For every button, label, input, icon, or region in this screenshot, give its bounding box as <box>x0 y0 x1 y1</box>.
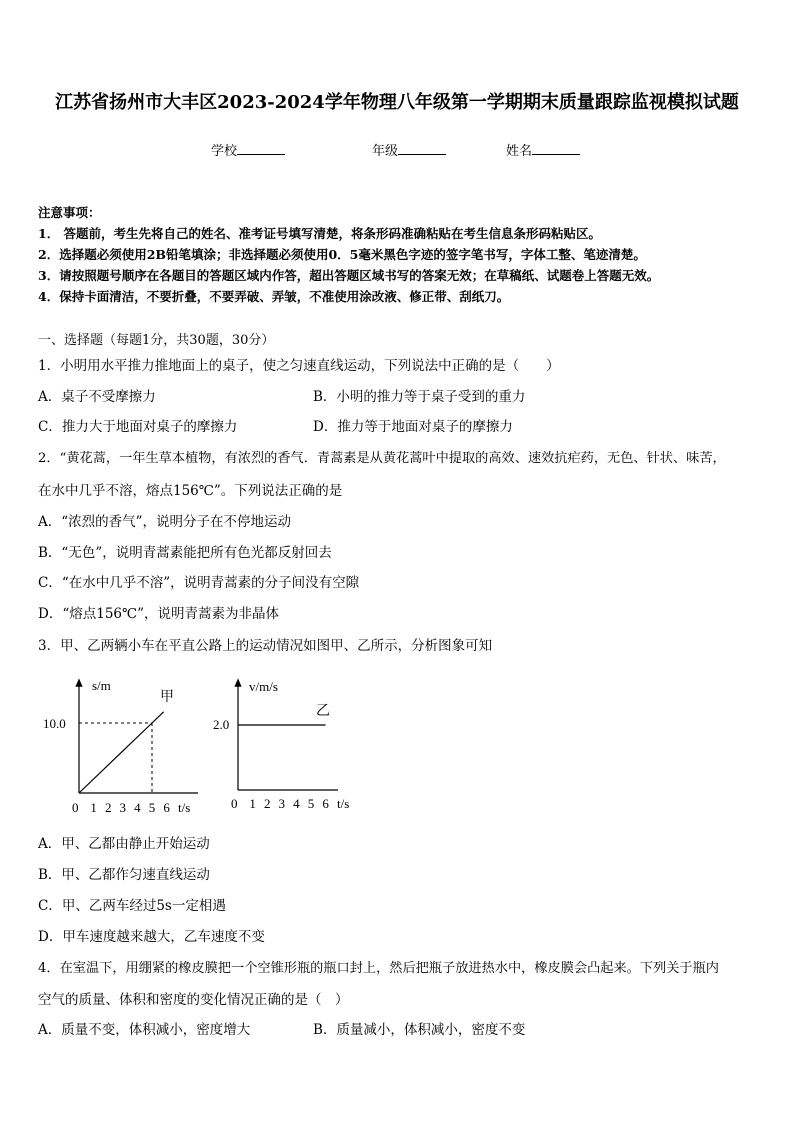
series-jia-label: 甲 <box>160 690 174 705</box>
x-tick-label: 1 <box>90 800 97 815</box>
note-item: 3．请按照题号顺序在各题目的答题区域内作答，超出答题区域书写的答案无效；在草稿纸、试题卷上答题无效。 <box>38 268 660 283</box>
question-4-option-a: A．质量不变，体积减小，密度增大 <box>38 1022 251 1038</box>
x-tick-label: 5 <box>148 800 156 815</box>
grade-blank <box>398 142 446 155</box>
school-label: 学校 <box>211 144 238 159</box>
x-tick-label: 6 <box>322 796 329 811</box>
x-tick-label: 4 <box>134 800 141 815</box>
x-tick-label: 6 <box>163 800 170 815</box>
x-axis-label: t/s <box>337 796 350 811</box>
x-tick-label: 1 <box>249 796 256 811</box>
x-tick-label: 5 <box>307 796 315 811</box>
series-yi-label: 乙 <box>316 704 330 719</box>
question-4-stem-line-2: 空气的质量、体积和密度的变化情况正确的是（ ） <box>38 992 349 1008</box>
y-tick-label: 10.0 <box>43 716 66 731</box>
question-1-stem: 1．小明用水平推力推地面上的桌子，使之匀速直线运动，下列说法中正确的是（ ） <box>38 358 560 374</box>
chart-jia-s-t-graph <box>30 670 210 820</box>
question-4-option-b: B．质量减小，体积减小，密度不变 <box>313 1022 526 1038</box>
y-axis-label: s/m <box>92 678 111 693</box>
question-2-option-c: C．“在水中几乎不溶”，说明青蒿素的分子间没有空隙 <box>38 575 360 591</box>
question-2-option-a: A．“浓烈的香气”，说明分子在不停地运动 <box>38 514 292 530</box>
note-item: 1． 答题前，考生先将自己的姓名、准考证号填写清楚，将条形码准确粘贴在考生信息条形码粘贴区。 <box>38 226 602 241</box>
name-label: 姓名 <box>506 144 533 159</box>
question-3-option-d: D．甲车速度越来越大，乙车速度不变 <box>38 929 265 945</box>
question-1-option-c: C．推力大于地面对桌子的摩擦力 <box>38 419 238 435</box>
note-item: 2．选择题必须使用2B铅笔填涂；非选择题必须使用0．5毫米黑色字迹的签字笔书写，字体工整、笔迹清楚。 <box>38 247 646 262</box>
x-tick-label: 3 <box>278 796 286 811</box>
chart-yi-v-t-graph <box>205 670 365 820</box>
question-2-stem-line-1: 2．“黄花蒿，一年生草本植物，有浓烈的香气．青蒿素是从黄花蒿叶中提取的高效、速效抗疟药，无色、针状、味苦， <box>38 451 726 466</box>
page-title: 江苏省扬州市大丰区2023-2024学年物理八年级第一学期期末质量跟踪监视模拟试题 <box>55 92 739 113</box>
question-1-option-a: A．桌子不受摩擦力 <box>38 389 156 405</box>
school-blank <box>237 142 285 155</box>
question-3-option-c: C．甲、乙两车经过5s一定相遇 <box>38 898 226 914</box>
x-tick-label: 3 <box>119 800 127 815</box>
question-3-stem: 3．甲、乙两辆小车在平直公路上的运动情况如图甲、乙所示，分析图象可知 <box>38 638 493 654</box>
name-blank <box>532 142 580 155</box>
origin-label: 0 <box>231 796 238 811</box>
question-1-option-d: D．推力等于地面对桌子的摩擦力 <box>313 419 513 435</box>
notes-title: 注意事项： <box>38 205 101 220</box>
origin-label: 0 <box>72 800 79 815</box>
series-jia-line <box>79 712 164 793</box>
grade-field <box>372 140 446 159</box>
question-2-option-d: D．“熔点156℃”，说明青蒿素为非晶体 <box>38 606 279 622</box>
y-tick-label: 2.0 <box>213 717 230 732</box>
x-tick-label: 2 <box>104 800 112 815</box>
grade-label: 年级 <box>372 144 399 159</box>
question-2-stem-line-2: 在水中几乎不溶，熔点156℃”。下列说法正确的是 <box>38 483 343 499</box>
question-3-option-a: A．甲、乙都由静止开始运动 <box>38 836 210 852</box>
question-1-option-b: B．小明的推力等于桌子受到的重力 <box>313 389 526 405</box>
y-axis-label: v/m/s <box>249 679 278 694</box>
question-2-option-b: B．“无色”，说明青蒿素能把所有色光都反射回去 <box>38 545 332 561</box>
x-tick-label: 4 <box>293 796 300 811</box>
note-item: 4．保持卡面清洁，不要折叠，不要弄破、弄皱，不准使用涂改液、修正带、刮纸刀。 <box>38 289 510 304</box>
x-axis-label: t/s <box>178 800 191 815</box>
section-heading: 一、选择题（每题1分，共30题，30分） <box>38 333 275 348</box>
school-field <box>211 140 285 159</box>
question-4-stem-line-1: 4．在室温下，用绷紧的橡皮膜把一个空锥形瓶的瓶口封上，然后把瓶子放进热水中，橡皮膜会凸起来。下列关于瓶内 <box>38 961 719 976</box>
x-tick-label: 2 <box>263 796 271 811</box>
question-3-option-b: B．甲、乙都作匀速直线运动 <box>38 867 210 883</box>
name-field <box>506 140 580 159</box>
